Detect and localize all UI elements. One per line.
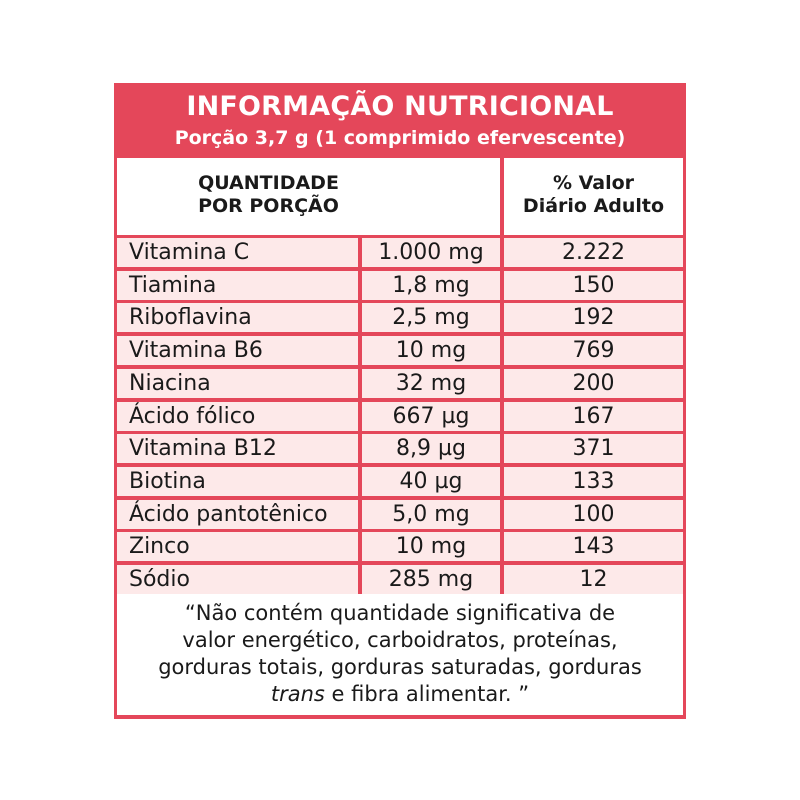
nutrient-daily-value: 100 bbox=[504, 500, 683, 529]
nutrient-name: Vitamina B12 bbox=[117, 434, 358, 463]
nutrient-daily-value: 167 bbox=[504, 402, 683, 431]
nutrient-name: Niacina bbox=[117, 369, 358, 398]
nutrient-quantity: 8,9 µg bbox=[362, 434, 500, 463]
nutrient-quantity: 667 µg bbox=[362, 402, 500, 431]
column-header-quantity-line2: POR PORÇÃO bbox=[198, 195, 339, 217]
disclaimer-line2: valor energético, carboidratos, proteínas, bbox=[182, 628, 618, 652]
nutrient-quantity: 40 µg bbox=[362, 467, 500, 496]
nutrient-name: Vitamina C bbox=[117, 238, 358, 267]
disclaimer-line3: gorduras totais, gorduras saturadas, gorduras bbox=[158, 655, 642, 679]
nutrient-daily-value: 371 bbox=[504, 434, 683, 463]
nutrient-daily-value: 12 bbox=[504, 565, 683, 594]
nutrient-name: Vitamina B6 bbox=[117, 336, 358, 365]
disclaimer bbox=[117, 594, 683, 715]
column-header-quantity-line1: QUANTIDADE bbox=[198, 172, 339, 194]
nutrient-daily-value: 769 bbox=[504, 336, 683, 365]
disclaimer-line4: e fibra alimentar. ” bbox=[324, 682, 530, 706]
serving-size: Porção 3,7 g (1 comprimido efervescente) bbox=[174, 127, 626, 149]
nutrient-name: Zinco bbox=[117, 532, 358, 561]
nutrient-quantity: 10 mg bbox=[362, 336, 500, 365]
label-header bbox=[114, 83, 686, 158]
nutrient-daily-value: 192 bbox=[504, 303, 683, 332]
disclaimer-line1: “Não contém quantidade significativa de bbox=[184, 601, 616, 625]
nutrient-quantity: 285 mg bbox=[362, 565, 500, 594]
nutrient-quantity: 10 mg bbox=[362, 532, 500, 561]
nutrient-quantity: 5,0 mg bbox=[362, 500, 500, 529]
nutrient-quantity: 1,8 mg bbox=[362, 271, 500, 300]
nutrition-label bbox=[114, 83, 686, 719]
nutrient-daily-value: 133 bbox=[504, 467, 683, 496]
nutrient-name: Ácido fólico bbox=[117, 402, 358, 431]
nutrient-name: Sódio bbox=[117, 565, 358, 594]
nutrient-name: Ácido pantotênico bbox=[117, 500, 358, 529]
nutrient-name: Biotina bbox=[117, 467, 358, 496]
disclaimer-trans: trans bbox=[270, 682, 325, 706]
label-title: INFORMAÇÃO NUTRICIONAL bbox=[186, 91, 614, 122]
nutrient-name: Riboflavina bbox=[117, 303, 358, 332]
nutrient-quantity: 2,5 mg bbox=[362, 303, 500, 332]
nutrient-daily-value: 2.222 bbox=[504, 238, 683, 267]
column-header-quantity bbox=[117, 158, 500, 235]
column-header-daily-value-line2: Diário Adulto bbox=[522, 195, 665, 217]
column-header-daily-value bbox=[504, 158, 683, 235]
nutrient-quantity: 32 mg bbox=[362, 369, 500, 398]
nutrient-quantity: 1.000 mg bbox=[362, 238, 500, 267]
nutrient-name: Tiamina bbox=[117, 271, 358, 300]
nutrient-daily-value: 143 bbox=[504, 532, 683, 561]
nutrient-daily-value: 200 bbox=[504, 369, 683, 398]
nutrient-daily-value: 150 bbox=[504, 271, 683, 300]
column-header-daily-value-line1: % Valor bbox=[552, 172, 635, 194]
